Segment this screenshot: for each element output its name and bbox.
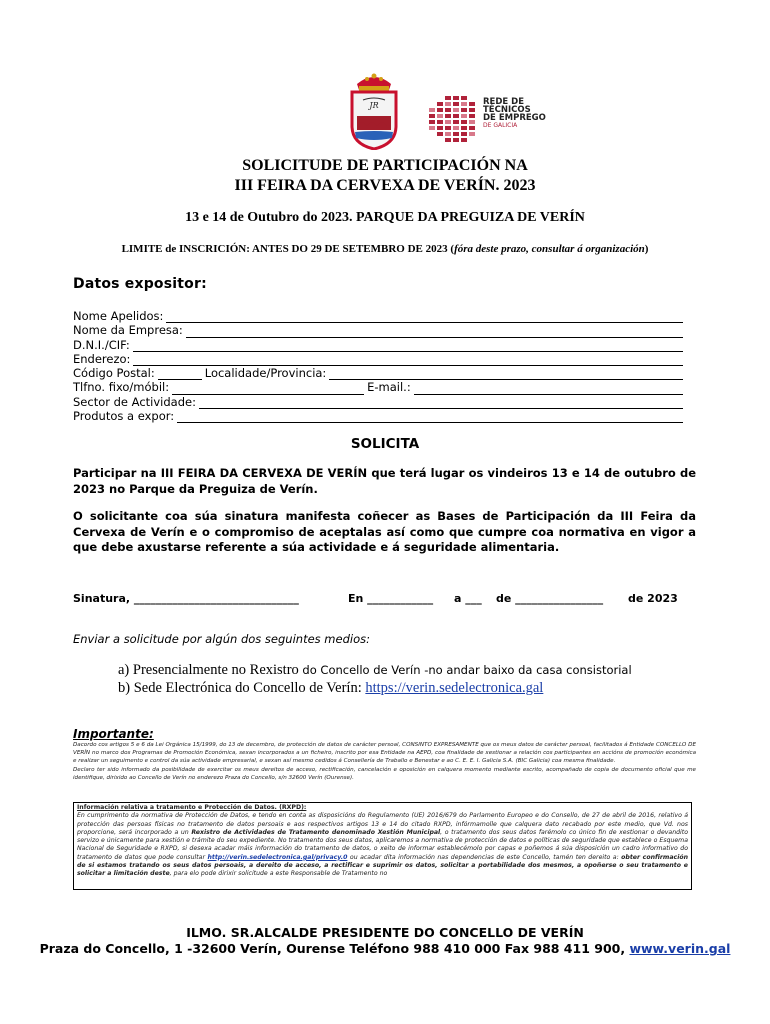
title-line-2: III FEIRA DA CERVEXA DE VERÍN. 2023 [234,177,536,194]
solicita-heading: SOLICITA [350,436,420,452]
legal-rights-text: Declaro ter sido informado da posibilidade de exercitar os meus dereitos de acceso, rectificación, cancelación e oposición en calquera momento mediante escrito, acompañado de copia de documento oficial que me identifique, dirixido ao Concello de Verín no enderezo Praza do Concello, s/n 32600 Verín (Ourense). [73,766,696,781]
solicita-paragraph-1: Participar na III FEIRA DA CERVEXA DE VERÍN que terá lugar os vindeiros 13 e 14 de outubro de 2023 no Parque da Preguiza de Verín. [73,466,696,496]
rede-mosaic-icon [425,94,480,146]
header-logos [0,70,770,150]
signature-year: de 2023 [628,592,678,605]
label-nome-empresa: Nome da Empresa: [73,323,183,338]
field-telefono-email[interactable] [73,380,683,394]
input-line-enderezo[interactable] [133,354,683,366]
label-email: E-mail.: [367,380,411,395]
svg-text:JR: JR [369,101,379,110]
rxpd-info-box: Información relativa a tratamento e Protección de Datos. (RXPD): En cumprimento da normativa de Protección de Datos, e tendo en conta as disposicións do Regulamento (UE) 2016/679 do Parlamento Europeo e do Consello, de 27 de abril de 2016, relativo á protección das persoas físicas no tratamento de datos persoais e aos respectivos artigos 13 e 14 do citado RXPD, infórmamolle que calquera dato recabado por este medio, que Vd. nos proporcione, será incorporado a un Rexistro de Actividades de Tratamento denominado Xestión Municipal, o tratamento dos seus datos farémolo co único fin de xestionar o devandito servizo e únicamente para xestión e trámite do seu expediente. No tratamento dos seus datos, aplicaremos a normativa de protección de datos e políticas de seguridade que establece o Esquema Nacional de Seguridade e RXPD, si desexa acadar máis información do tratamento de datos, o xeito de informar establecémolo por capas e poñemos á súa disposición un cadro informativo do tratamento de datos que pode consultar http://verin.sedelectronica.gal/privacy.0 ou acadar dita información nas dependencias de este Concello, tamén ten dereito a: obter confirmación de si estamos tratando os seus datos persoais, a dereito de acceso, a rectificar e suprimir os datos, solicitar a portabilidade dos mesmos, a opoñerse o seu tratamento e solicitar a limitación deste, para elo pode dirixir solicitude a este Responsable de Tratamento no [73,802,692,890]
exhibitor-data-heading: Datos expositor: [73,276,207,292]
label-produtos: Produtos a expor: [73,409,175,424]
option-a: a) Presencialmente no Rexistro do Concello de Verín -no andar baixo da casa consistorial [118,662,632,678]
signature-field[interactable]: Sinatura, ______________________________ [73,592,299,605]
input-line-telefono[interactable] [172,383,364,395]
sede-electronica-link[interactable]: https://verin.sedelectronica.gal [365,680,544,696]
label-sector: Sector de Actividade: [73,394,196,409]
rxpd-heading: Información relativa a tratamento e Protección de Datos. (RXPD): [77,804,307,811]
send-options-list [118,661,632,697]
footer-address [0,925,770,957]
input-line-sector[interactable] [199,397,683,409]
label-dni: D.N.I./CIF: [73,337,130,352]
label-telefono: Tlfno. fixo/móbil: [73,380,170,395]
field-produtos[interactable] [73,409,683,423]
label-localidade: Localidade/Provincia: [204,366,327,381]
importante-legal-text [73,741,696,782]
input-line-nome-empresa[interactable] [186,326,683,338]
importante-heading: Importante: [73,727,154,741]
field-dni[interactable] [73,338,683,352]
field-sector[interactable] [73,395,683,409]
document-title [0,156,770,196]
send-methods-intro: Enviar a solicitude por algún dos seguintes medios: [73,632,370,646]
title-line-1: SOLICITUDE DE PARTICIPACIÓN NA [242,157,528,174]
input-line-dni[interactable] [133,340,683,352]
event-dates-location: 13 e 14 de Outubro do 2023. PARQUE DA PREGUIZA DE VERÍN [185,210,585,225]
input-line-email[interactable] [414,383,683,395]
privacy-link[interactable]: http://verin.sedelectronica.gal/privacy.0 [207,853,348,861]
footer-addressee: ILMO. SR.ALCALDE PRESIDENTE DO CONCELLO DE VERÍN [186,925,584,940]
month-field[interactable]: de ________________ [496,592,604,605]
place-field[interactable]: En ____________ [348,592,434,605]
exhibitor-form [73,309,683,423]
footer-contact: Praza do Concello, 1 -32600 Verín, Ourense Teléfono 988 410 000 Fax 988 411 900, www.verin.gal [39,941,731,956]
rede-tecnicos-emprego-logo [425,94,555,146]
field-nome-apelidos[interactable] [73,309,683,323]
label-nome-apelidos: Nome Apelidos: [73,309,164,323]
option-b: b) Sede Electrónica do Concello de Verín: https://verin.sedelectronica.gal [118,680,544,696]
field-nome-empresa[interactable] [73,323,683,337]
legal-consent-text: Dacordo cos artigos 5 e 6 da Lei Orgánica 15/1999, do 13 de decembro, de protección de datos de carácter persoal, CONSINTO EXPRESAMENTE que os meus datos de carácter persoal, facilitados á Entidade CONCELLO DE VERÍN no marco dos Programas de Promoción Económica, sexan incorporados a un ficheiro, inscrito por esa Entidade na AEPD, coa finalidade de xestionar a relación cos participantes en accións de promoción económica e realizar un seguimento e control da súa actividade empresarial, e sexan así mesmo cedidos á Consellería de Traballo e Benestar e ao C. E. E. I. Galicia S.A. (BIC Galicia) coa mesma finalidade. [73,742,696,765]
rede-logo-text: REDE DE TÉCNICOS DE EMPREGO DE GALICIA [483,97,546,129]
input-line-codigo-postal[interactable] [158,368,202,380]
input-line-nome-apelidos[interactable] [166,311,683,323]
field-codigo-postal[interactable] [73,366,683,380]
field-enderezo[interactable] [73,352,683,366]
input-line-localidade[interactable] [329,368,683,380]
input-line-produtos[interactable] [177,411,683,423]
label-enderezo: Enderezo: [73,351,131,366]
day-field[interactable]: a ___ [454,592,482,605]
registration-deadline: LIMITE de INSCRICIÓN: ANTES DO 29 DE SETEMBRO DE 2023 (fóra deste prazo, consultar á organización) [121,243,649,255]
verin-coat-of-arms-logo [345,70,403,150]
solicita-paragraph-2: O solicitante coa súa sinatura manifesta coñecer as Bases de Participación da III Feira da Cervexa de Verín e o compromiso de aceptalas así como que cumpre coa normativa en vigor a que debe axustarse referente a súa actividade e á seguridade alimentaria. [73,509,696,554]
verin-website-link[interactable]: www.verin.gal [629,941,731,956]
label-codigo-postal: Código Postal: [73,366,155,381]
